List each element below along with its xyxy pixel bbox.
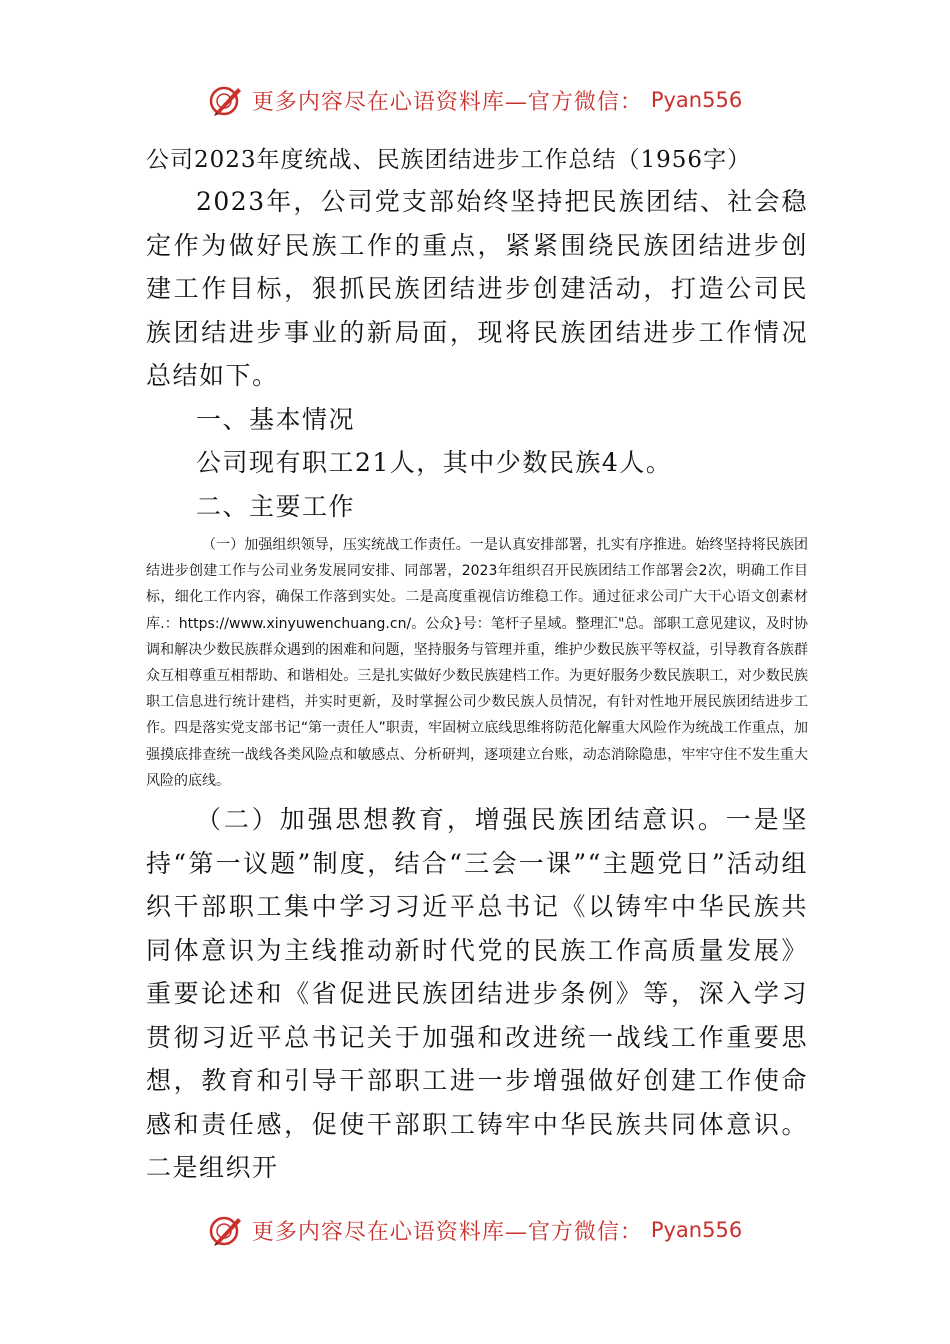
section-heading-main-work: 二、主要工作 bbox=[196, 491, 356, 521]
basic-info-paragraph: 公司现有职工21人，其中少数民族4人。 bbox=[196, 448, 673, 477]
watermark-wechat-id: Pyan556 bbox=[650, 88, 743, 112]
document-title: 公司2023年度统战、民族团结进步工作总结（1956字） bbox=[146, 147, 752, 173]
watermark-banner-bottom bbox=[0, 1208, 950, 1252]
pen-logo-icon bbox=[208, 1212, 244, 1248]
watermark-banner-top bbox=[0, 78, 950, 122]
section-heading-basic-info: 一、基本情况 bbox=[196, 404, 356, 434]
document-body bbox=[146, 140, 808, 1190]
pen-logo-icon bbox=[208, 82, 244, 118]
watermark-wechat-id: Pyan556 bbox=[650, 1218, 743, 1242]
main-work-paragraph-1: （一）加强组织领导，压实统战工作责任。一是认真安排部署，扎实有序推进。始终坚持将民族团结进步创建工作与公司业务发展同安排、同部署，2023年组织召开民族团结工作部署会2次，明确工作目标，细化工作内容，确保工作落到实处。二是高度重视信访维稳工作。通过征求公司广大干心语文创素材库.：https://www.xinyuwenchuang.cn/。公众}号：笔杆子星域。整理汇"总。部职工意见建议，及时协调和解决少数民族群众遇到的困难和问题，坚持服务与管理并重，维护少数民族平等权益，引导教育各族群众互相尊重互相帮助、和谐相处。三是扎实做好少数民族建档工作。为更好服务少数民族职工，对少数民族职工信息进行统计建档，并实时更新，及时掌握公司少数民族人员情况，有针对性地开展民族团结进步工作。四是落实党支部书记“第一责任人”职责，牢固树立底线思维将防范化解重大风险作为统战工作重点，加强摸底排查统一战线各类风险点和敏感点、分析研判，逐项建立台账，动态消除隐患，牢牢守住不发生重大风险的底线。 bbox=[146, 537, 808, 789]
watermark-text: 更多内容尽在心语资料库—官方微信： bbox=[251, 89, 643, 115]
intro-paragraph: 2023年，公司党支部始终坚持把民族团结、社会稳定作为做好民族工作的重点，紧紧围绕民族团结进步创建工作目标，狠抓民族团结进步创建活动，打造公司民族团结进步事业的新局面，现将民族团结进步工作情况总结如下。 bbox=[146, 187, 808, 390]
main-work-paragraph-2: （二）加强思想教育，增强民族团结意识。一是坚持“第一议题”制度，结合“三会一课”“主题党日”活动组织干部职工集中学习习近平总书记《以铸牢中华民族共同体意识为主线推动新时代党的民族工作高质量发展》重要论述和《省促进民族团结进步条例》等，深入学习贯彻习近平总书记关于加强和改进统一战线工作重要思想，教育和引导干部职工进一步增强做好创建工作使命感和责任感，促使干部职工铸牢中华民族共同体意识。二是组织开 bbox=[146, 805, 808, 1183]
watermark-text: 更多内容尽在心语资料库—官方微信： bbox=[251, 1219, 643, 1245]
